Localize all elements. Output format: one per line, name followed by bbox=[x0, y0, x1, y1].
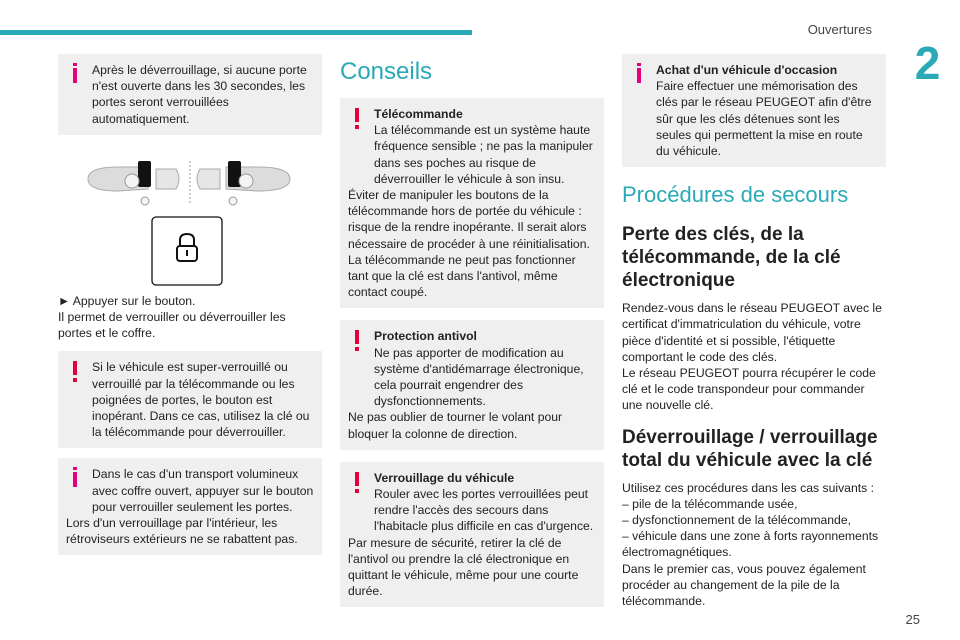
deverr-outro: Dans le premier cas, vous pouvez également procéder au changement de la pile de la télécommande. bbox=[622, 561, 866, 609]
instruction-block bbox=[58, 293, 322, 342]
warning-icon bbox=[355, 330, 359, 344]
door-handles-illustration bbox=[58, 149, 322, 215]
warning-icon bbox=[355, 108, 359, 122]
deverr-intro: Utilisez ces procédures dans les cas suivants : bbox=[622, 480, 874, 495]
info-text: Après le déverrouillage, si aucune porte n'est ouverte dans les 30 secondes, les portes seront verrouillées automatiquement. bbox=[92, 63, 307, 126]
column-3 bbox=[622, 54, 886, 609]
warning-icon-dot bbox=[73, 378, 77, 382]
info-box-occasion bbox=[622, 54, 886, 167]
info-icon bbox=[73, 467, 77, 470]
warning-box-antivol bbox=[340, 320, 604, 449]
info-icon-bar bbox=[637, 68, 641, 83]
warning-text-1: La télécommande est un système haute fréquence sensible ; ne pas la manipuler dans ses poches au risque de déverrouiller le véhicule à son insu. bbox=[374, 123, 593, 186]
info-text-b: Lors d'un verrouillage par l'intérieur, les rétroviseurs extérieurs ne se rabattent pas. bbox=[66, 516, 298, 547]
figure-lock-button bbox=[58, 215, 322, 287]
header-accent-bar bbox=[0, 30, 472, 35]
warning-box-telecommande bbox=[340, 98, 604, 308]
instruction-desc: Il permet de verrouiller ou déverrouiller les portes et le coffre. bbox=[58, 310, 286, 341]
warning-title: Télécommande bbox=[374, 107, 463, 121]
section-heading-conseils: Conseils bbox=[340, 58, 433, 85]
figure-door-handles bbox=[58, 149, 322, 215]
info-box-transport bbox=[58, 458, 322, 555]
lock-button-illustration bbox=[58, 215, 322, 287]
warning-icon bbox=[355, 472, 359, 486]
warning-text-1: Ne pas apporter de modification au système d'antidémarrage électronique, cela pourrait engendrer des dysfonctionnements. bbox=[374, 345, 584, 409]
warning-icon-dot bbox=[355, 489, 359, 493]
info-text-a: Dans le cas d'un transport volumineux avec coffre ouvert, appuyer sur le bouton pour verrouiller seulement les portes. bbox=[92, 467, 314, 514]
warning-text-2: Éviter de manipuler les boutons de la télécommande hors de portée du véhicule : risque de la rendre inopérante. Il serait alors nécessaire de procéder à une réinitialisation. bbox=[348, 188, 590, 251]
info-icon bbox=[73, 63, 77, 66]
subheading-perte: Perte des clés, de la télécommande, de la clé électronique bbox=[622, 224, 841, 292]
column-1 bbox=[58, 54, 322, 565]
instruction-step: ► Appuyer sur le bouton. bbox=[58, 293, 196, 308]
warning-box-super-lock bbox=[58, 351, 322, 448]
warning-icon-dot bbox=[355, 347, 359, 351]
warning-text-2: Par mesure de sécurité, retirer la clé de l'antivol ou prendre la clé électronique en quittant le véhicule, même pour une courte durée. bbox=[348, 535, 579, 599]
perte-body bbox=[622, 300, 886, 413]
header-section-title: Ouvertures bbox=[807, 22, 872, 37]
info-icon-bar bbox=[73, 472, 77, 487]
warning-text-1: Rouler avec les portes verrouillées peut rendre l'accès des secours dans l'habitacle plus difficile en cas d'urgence. bbox=[374, 487, 594, 534]
page-number: 25 bbox=[905, 612, 920, 627]
section-heading-procedures: Procédures de secours bbox=[622, 182, 849, 208]
list-item: – véhicule dans une zone à forts rayonnements électromagnétiques. bbox=[622, 529, 879, 560]
perte-text-1: Rendez-vous dans le réseau PEUGEOT avec le certificat d'immatriculation du véhicule, votre pièce d'identité et si possible, l'étiquette comportant le code des clés. bbox=[622, 301, 882, 364]
warning-icon bbox=[73, 361, 77, 375]
list-item: – pile de la télécommande usée, bbox=[622, 496, 798, 511]
warning-box-verrouillage bbox=[340, 462, 604, 608]
warning-title: Verrouillage du véhicule bbox=[374, 470, 515, 485]
info-text: Faire effectuer une mémorisation des clés par le réseau PEUGEOT afin d'être sûr que les clés détenues sont les seules qui permettent la mise en route du véhicule. bbox=[656, 79, 872, 159]
chapter-number: 2 bbox=[914, 37, 941, 89]
info-icon-bar bbox=[73, 68, 77, 83]
info-title: Achat d'un véhicule d'occasion bbox=[656, 63, 838, 77]
info-box-auto-lock bbox=[58, 54, 322, 135]
perte-text-2: Le réseau PEUGEOT pourra récupérer le code clé et le code transpondeur pour commander une nouvelle clé. bbox=[622, 366, 876, 413]
warning-title: Protection antivol bbox=[374, 329, 477, 344]
deverrouillage-body bbox=[622, 480, 886, 610]
info-icon bbox=[637, 63, 641, 66]
warning-text-3: La télécommande ne peut pas fonctionner tant que la clé est dans l'antivol, même contact coupé. bbox=[348, 252, 576, 300]
warning-text: Si le véhicule est super-verrouillé ou verrouillé par la télécommande ou les poignées de portes, le bouton est inopérant. Dans ce cas, utilisez la clé ou la télécommande pour déverrouiller. bbox=[92, 360, 310, 440]
column-2 bbox=[340, 56, 604, 617]
warning-text-2: Ne pas oublier de tourner le volant pour bloquer la colonne de direction. bbox=[348, 410, 563, 441]
list-item: – dysfonctionnement de la télécommande, bbox=[622, 513, 851, 528]
subheading-deverrouillage: Déverrouillage / verrouillage total du véhicule avec la clé bbox=[622, 426, 878, 471]
warning-icon-dot bbox=[355, 125, 359, 129]
